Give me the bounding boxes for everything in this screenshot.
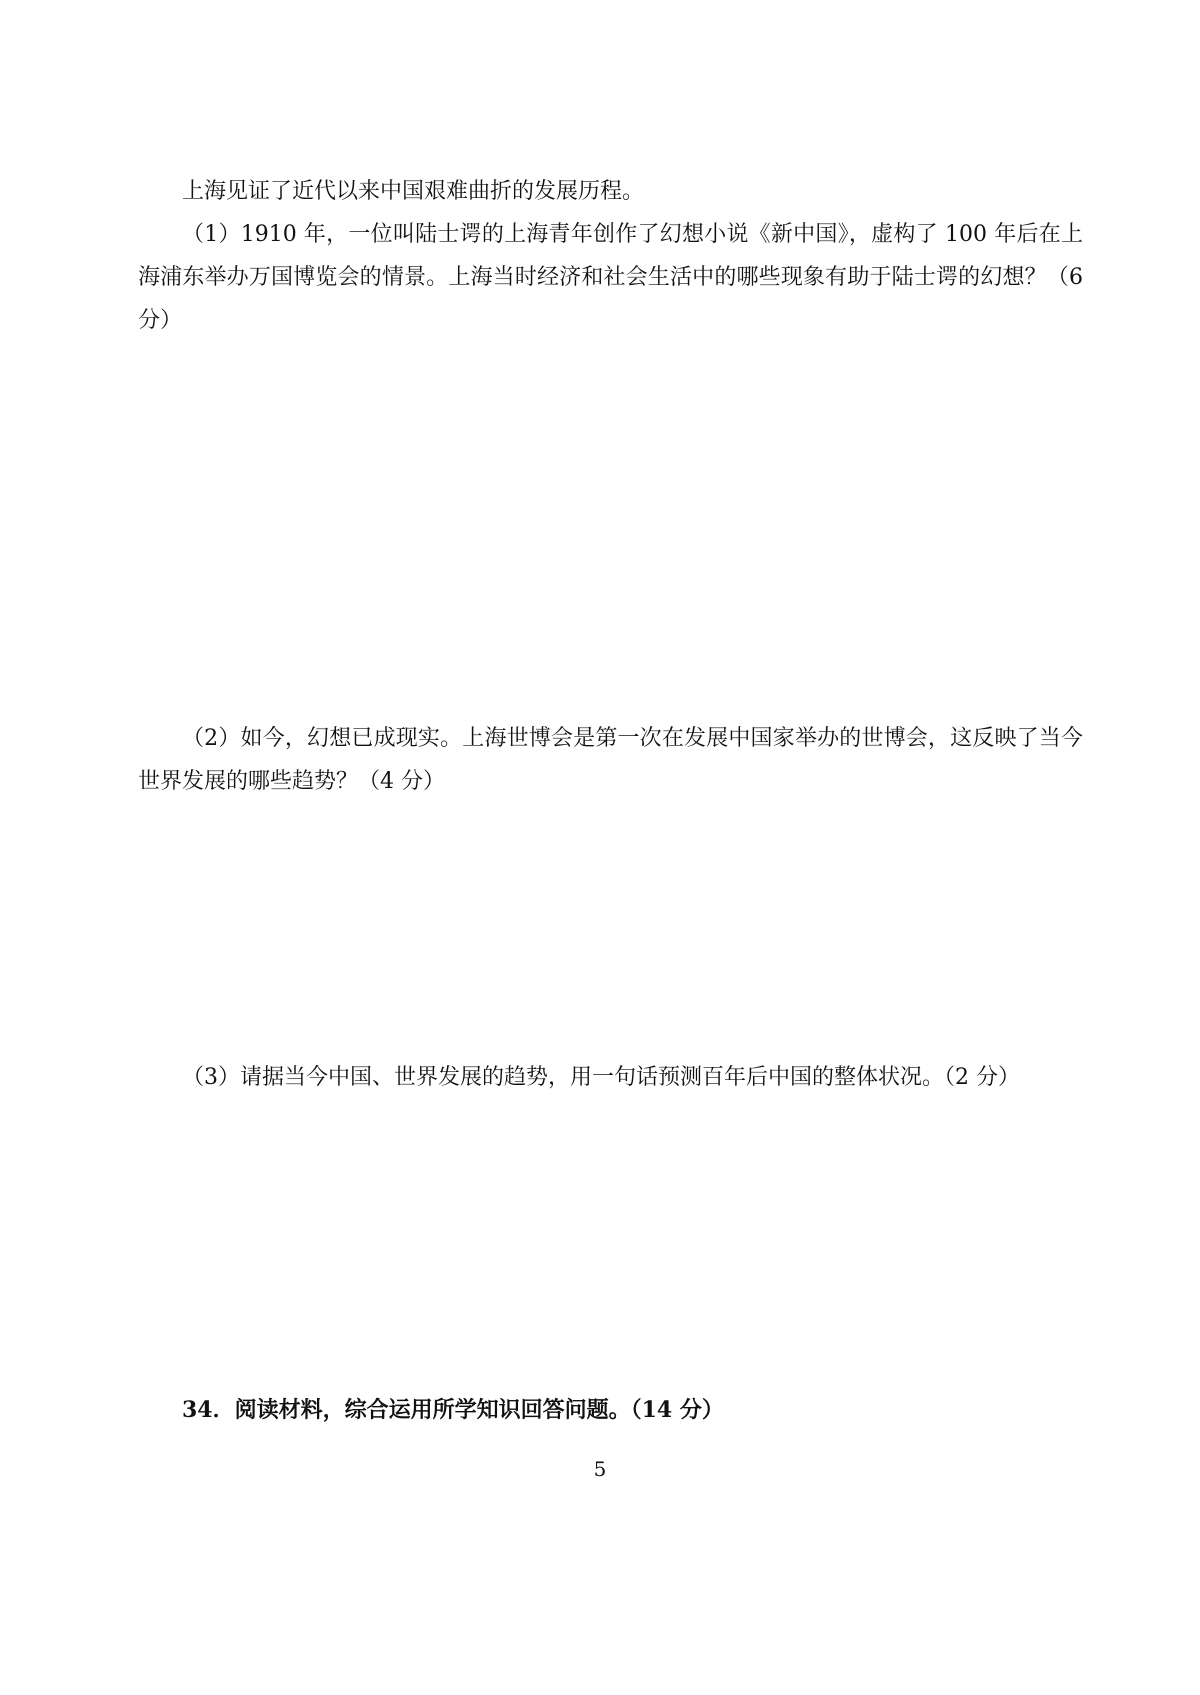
- intro-paragraph: 上海见证了近代以来中国艰难曲折的发展历程。: [182, 179, 645, 204]
- question-2: （2）如今，幻想已成现实。上海世博会是第一次在发展中国家举办的世博会，这反映了当今世界发展的哪些趋势？（4 分）: [138, 726, 1083, 794]
- question-1: （1）1910 年，一位叫陆士谔的上海青年创作了幻想小说《新中国》，虚构了 100 年后在上海浦东举办万国博览会的情景。上海当时经济和社会生活中的哪些现象有助于陆士谔的幻想？（6 分）: [138, 222, 1083, 333]
- question-3: （3）请据当今中国、世界发展的趋势，用一句话预测百年后中国的整体状况。（2 分）: [182, 1065, 1020, 1090]
- page-number: 5: [593, 1457, 607, 1481]
- question-34-heading: 34．阅读材料，综合运用所学知识回答问题。（14 分）: [182, 1397, 724, 1423]
